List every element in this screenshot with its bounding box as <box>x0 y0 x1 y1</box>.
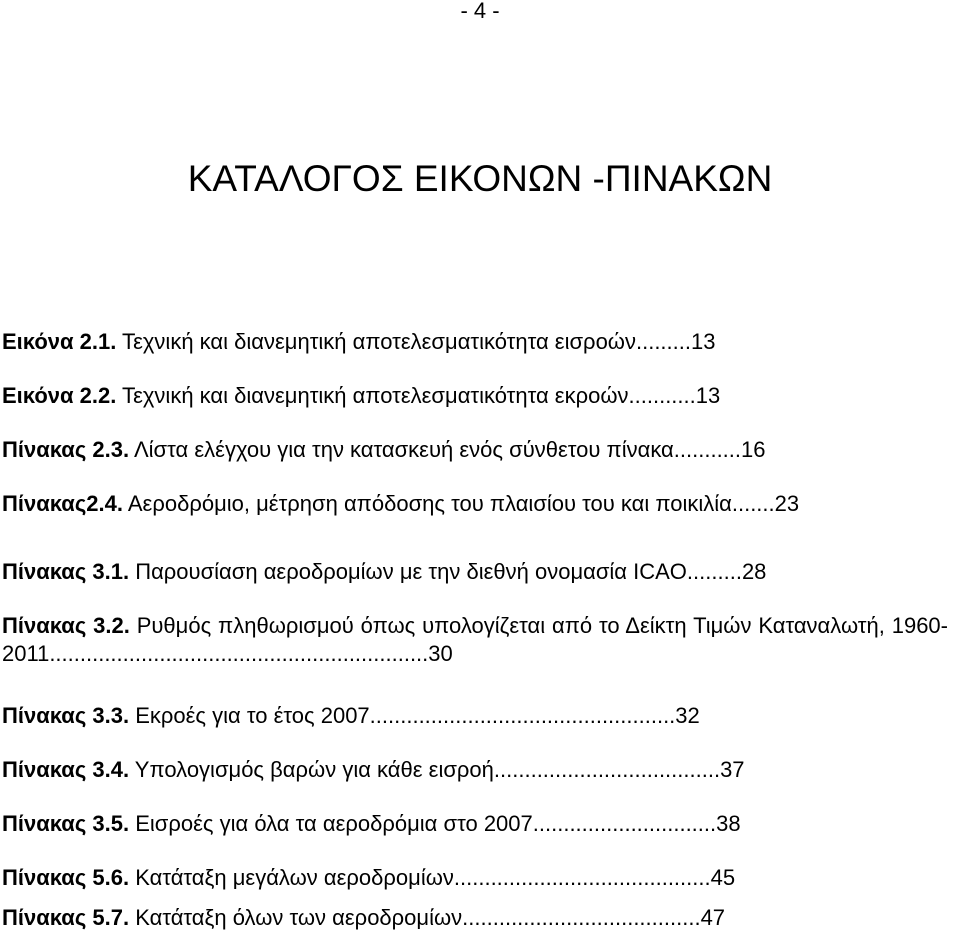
entry-page: 13 <box>691 329 716 354</box>
entry-text: Εισροές για όλα τα αεροδρόμια στο 2007 <box>129 811 533 836</box>
entry-text: Κατάταξη μεγάλων αεροδρομίων <box>129 865 454 890</box>
entry-label: Πίνακας 3.4. <box>2 757 130 782</box>
entry-leader: ..................................... <box>493 757 721 782</box>
entry-page: 38 <box>716 811 741 836</box>
toc-entry-table-3-4[interactable] <box>2 756 948 784</box>
toc-entry-table-3-5[interactable] <box>2 810 948 838</box>
entry-label: Πίνακας 3.3. <box>2 703 130 728</box>
entry-text: Λίστα ελέγχου για την κατασκευή ενός σύνθετου πίνακα <box>129 437 674 462</box>
entry-leader: .................................................. <box>369 703 676 728</box>
toc-entry-table-3-1[interactable] <box>2 558 948 586</box>
entry-page: 28 <box>741 559 767 584</box>
entry-text: Αεροδρόμιο, μέτρηση απόδοσης του πλαισίου του και ποικιλία <box>122 491 732 516</box>
toc-entry-figure-2-1[interactable] <box>2 328 948 356</box>
toc-entry-table-2-4[interactable] <box>2 490 948 518</box>
toc-entry-figure-2-2[interactable] <box>2 382 948 410</box>
toc-entry-table-5-6[interactable] <box>2 864 948 892</box>
entry-label: Εικόνα 2.1. <box>2 329 117 354</box>
entry-label: Πίνακας 2.3. <box>2 437 130 462</box>
entry-page: 45 <box>710 865 736 890</box>
entry-page: 32 <box>675 703 700 728</box>
toc-entry-table-2-3[interactable] <box>2 436 948 464</box>
entry-text: Παρουσίαση αεροδρομίων με την διεθνή ονομασία ICAO <box>129 559 687 584</box>
entry-label: Πίνακας 3.1. <box>2 559 130 584</box>
entry-text: Κατάταξη όλων των αεροδρομίων <box>129 905 463 930</box>
toc-entry-table-3-2[interactable] <box>2 612 948 668</box>
entry-text: Τεχνική και διανεμητική αποτελεσματικότητα εκροών <box>116 383 629 408</box>
entry-leader: .......................................... <box>453 865 711 890</box>
entry-leader: ....... <box>731 491 775 516</box>
entry-text: Υπολογισμός βαρών για κάθε εισροή <box>129 757 494 782</box>
entry-page: 16 <box>741 437 766 462</box>
page-number: - 4 - <box>460 0 500 23</box>
entry-leader: ......... <box>635 329 691 354</box>
entry-page: 47 <box>700 905 726 930</box>
entry-leader: ........... <box>628 383 696 408</box>
entry-leader: .............................. <box>532 811 717 836</box>
entry-label: Πίνακας2.4. <box>2 491 123 516</box>
entry-page: 30 <box>428 641 453 666</box>
entry-leader: ......... <box>686 559 742 584</box>
toc-entry-table-3-3[interactable] <box>2 702 948 730</box>
entry-leader: .............................................................. <box>49 641 429 666</box>
entry-label: Πίνακας 3.2. <box>2 613 130 638</box>
entry-label: Πίνακας 5.7. <box>2 905 130 930</box>
entry-label: Πίνακας 5.6. <box>2 865 130 890</box>
entry-leader: ....................................... <box>462 905 701 930</box>
entry-text: Τεχνική και διανεμητική αποτελεσματικότητα εισροών <box>116 329 636 354</box>
entry-label: Πίνακας 3.5. <box>2 811 130 836</box>
entry-leader: ........... <box>673 437 742 462</box>
entry-page: 13 <box>695 383 721 408</box>
toc-entry-table-5-7[interactable] <box>2 904 948 932</box>
page-title: ΚΑΤΑΛΟΓΟΣ ΕΙΚΟΝΩΝ -ΠΙΝΑΚΩΝ <box>187 158 773 199</box>
entry-label: Εικόνα 2.2. <box>2 383 117 408</box>
entry-text: Εκροές για το έτος 2007 <box>129 703 370 728</box>
entry-page: 23 <box>774 491 800 516</box>
entry-text: Ρυθμός πληθωρισμού όπως υπολογίζεται από το Δείκτη Τιμών Καταναλωτή, 1960-2011 <box>2 613 948 666</box>
entry-page: 37 <box>720 757 745 782</box>
